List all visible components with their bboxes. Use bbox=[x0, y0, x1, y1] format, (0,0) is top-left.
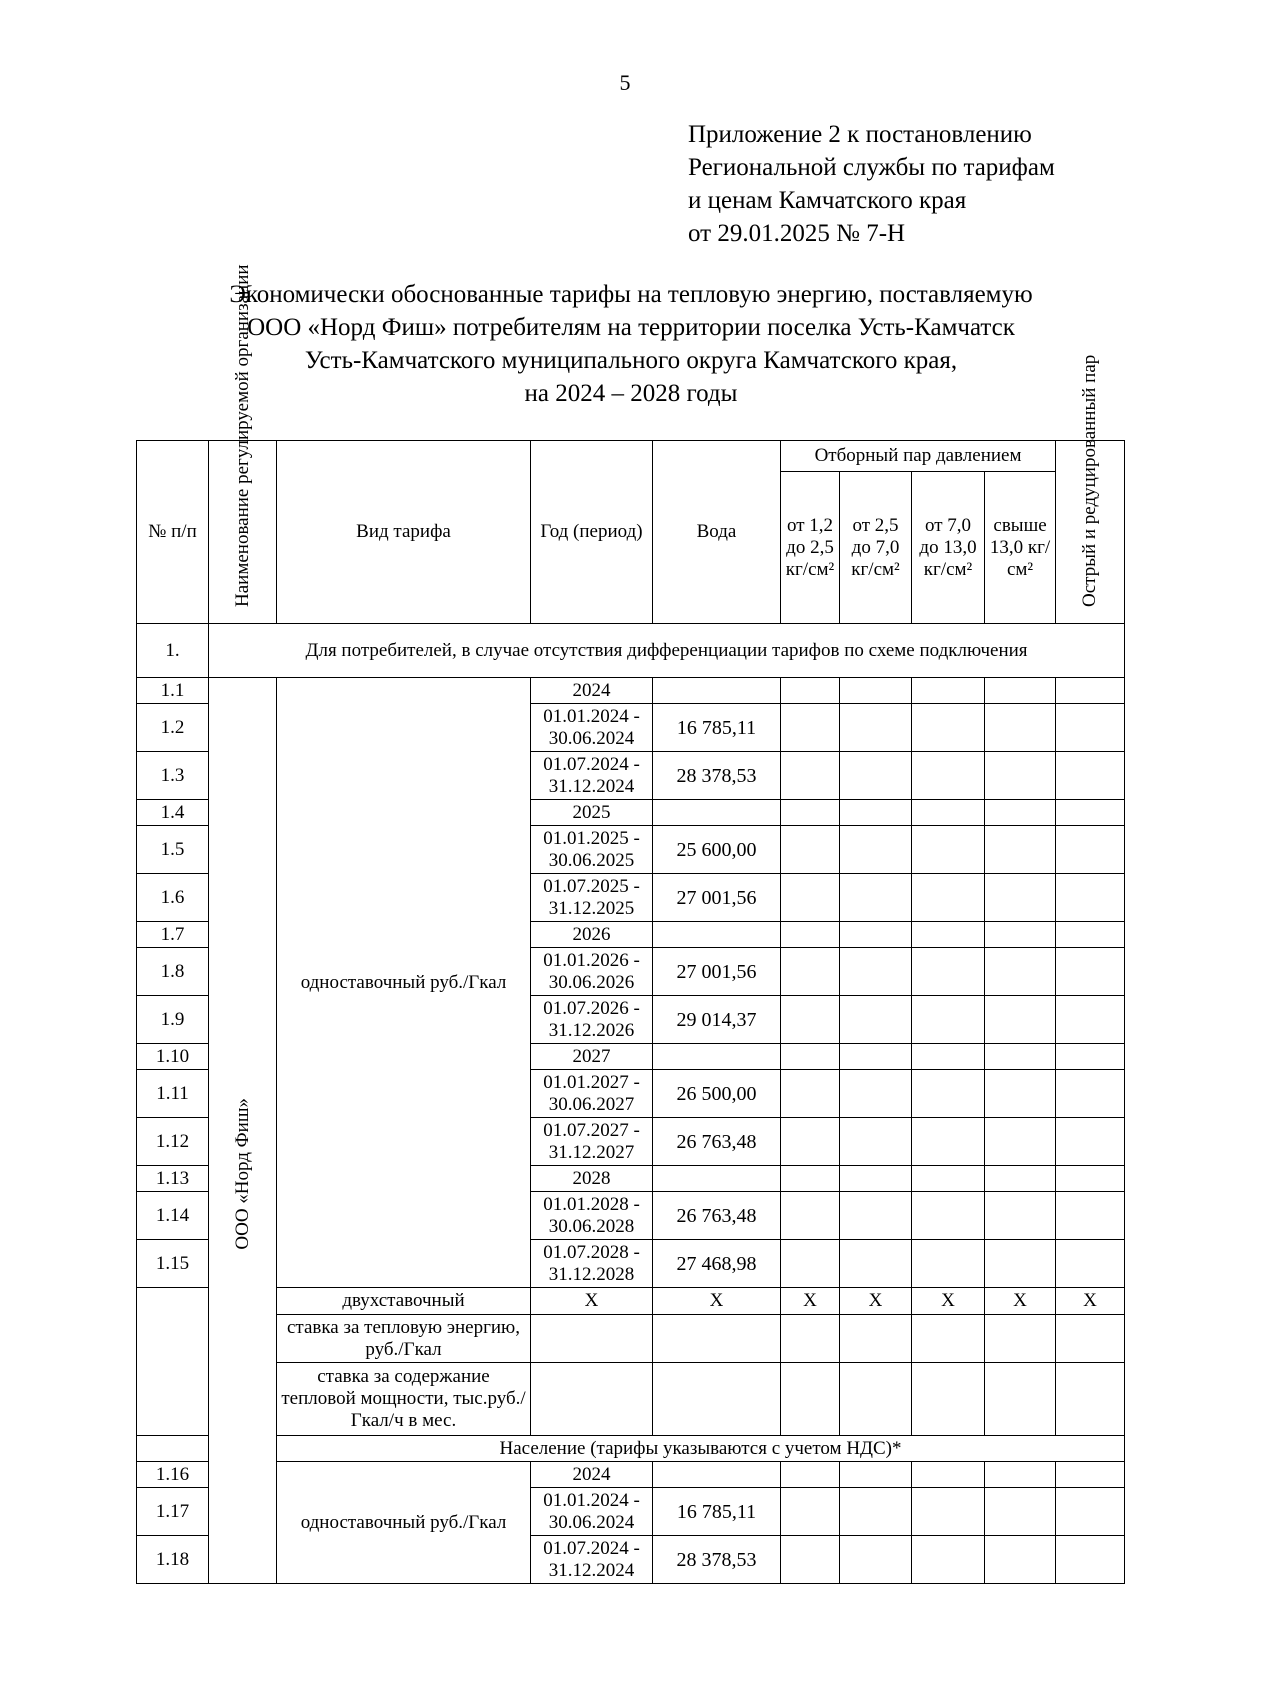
period-cell: 01.07.2025 - 31.12.2025 bbox=[531, 874, 653, 922]
row-num: 1.6 bbox=[137, 874, 209, 922]
empty-cell bbox=[912, 1240, 985, 1288]
empty-cell bbox=[781, 1044, 840, 1070]
empty-cell bbox=[840, 704, 912, 752]
x-mark: X bbox=[653, 1288, 781, 1315]
period-cell: 2027 bbox=[531, 1044, 653, 1070]
org-name-cell bbox=[209, 678, 277, 1584]
period-cell: 01.01.2024 - 30.06.2024 bbox=[531, 1488, 653, 1536]
empty-cell bbox=[912, 678, 985, 704]
empty-cell bbox=[985, 678, 1056, 704]
empty-cell bbox=[1056, 1044, 1125, 1070]
period-cell: 2024 bbox=[531, 678, 653, 704]
period-cell: 2025 bbox=[531, 800, 653, 826]
empty-cell bbox=[781, 1363, 840, 1436]
empty-cell bbox=[985, 800, 1056, 826]
water-value bbox=[653, 678, 781, 704]
water-value bbox=[653, 922, 781, 948]
empty-cell bbox=[985, 922, 1056, 948]
row-num: 1.17 bbox=[137, 1488, 209, 1536]
water-value: 26 763,48 bbox=[653, 1192, 781, 1240]
appendix-line: Приложение 2 к постановлению bbox=[688, 121, 1032, 148]
row-num: 1.4 bbox=[137, 800, 209, 826]
empty-cell bbox=[840, 1166, 912, 1192]
period-cell: 01.07.2028 - 31.12.2028 bbox=[531, 1240, 653, 1288]
section-num: 1. bbox=[137, 624, 209, 678]
row-num: 1.15 bbox=[137, 1240, 209, 1288]
empty-cell bbox=[781, 1192, 840, 1240]
empty-cell bbox=[1056, 922, 1125, 948]
period-cell: 01.07.2026 - 31.12.2026 bbox=[531, 996, 653, 1044]
section-title: Для потребителей, в случае отсутствия дифференциации тарифов по схеме подключения bbox=[209, 624, 1125, 678]
period-cell: 2024 bbox=[531, 1462, 653, 1488]
empty-cell bbox=[653, 1315, 781, 1363]
empty-cell bbox=[781, 1166, 840, 1192]
empty-cell bbox=[912, 1488, 985, 1536]
header-sharp-steam: Острый и редуцированный пар bbox=[1056, 441, 1125, 624]
empty-cell bbox=[781, 1118, 840, 1166]
title-line: Усть-Камчатского муниципального округа Камчатского края, bbox=[304, 347, 958, 374]
empty-cell bbox=[912, 752, 985, 800]
empty-cell bbox=[840, 1070, 912, 1118]
row-num: 1.11 bbox=[137, 1070, 209, 1118]
empty-cell bbox=[781, 996, 840, 1044]
table-row bbox=[137, 1288, 1125, 1315]
empty-cell bbox=[653, 1363, 781, 1436]
row-num: 1.1 bbox=[137, 678, 209, 704]
header-row bbox=[137, 441, 1125, 472]
period-cell: 2028 bbox=[531, 1166, 653, 1192]
empty-cell bbox=[781, 826, 840, 874]
empty-cell bbox=[840, 1488, 912, 1536]
empty-cell bbox=[781, 1070, 840, 1118]
row-num: 1.16 bbox=[137, 1462, 209, 1488]
row-num bbox=[137, 1436, 209, 1462]
table-row bbox=[137, 1363, 1125, 1436]
empty-cell bbox=[1056, 1070, 1125, 1118]
empty-cell bbox=[840, 1363, 912, 1436]
empty-cell bbox=[840, 948, 912, 996]
empty-cell bbox=[912, 1044, 985, 1070]
header-pressure-4: свыше 13,0 кг/см² bbox=[985, 472, 1056, 624]
x-mark: X bbox=[781, 1288, 840, 1315]
period-cell: 01.01.2025 - 30.06.2025 bbox=[531, 826, 653, 874]
table-row bbox=[137, 1462, 1125, 1488]
empty-cell bbox=[912, 874, 985, 922]
water-value: 16 785,11 bbox=[653, 704, 781, 752]
water-value bbox=[653, 1044, 781, 1070]
empty-cell bbox=[1056, 1488, 1125, 1536]
empty-cell bbox=[531, 1315, 653, 1363]
section-row bbox=[137, 624, 1125, 678]
empty-cell bbox=[840, 826, 912, 874]
empty-cell bbox=[840, 922, 912, 948]
row-num: 1.7 bbox=[137, 922, 209, 948]
water-value: 26 763,48 bbox=[653, 1118, 781, 1166]
row-num: 1.8 bbox=[137, 948, 209, 996]
empty-cell bbox=[912, 1536, 985, 1584]
row-num: 1.14 bbox=[137, 1192, 209, 1240]
empty-cell bbox=[840, 1462, 912, 1488]
empty-cell bbox=[840, 1118, 912, 1166]
row-num: 1.5 bbox=[137, 826, 209, 874]
empty-cell bbox=[531, 1363, 653, 1436]
row-num: 1.9 bbox=[137, 996, 209, 1044]
period-cell: 01.07.2024 - 31.12.2024 bbox=[531, 752, 653, 800]
empty-cell bbox=[1056, 1363, 1125, 1436]
empty-cell bbox=[912, 922, 985, 948]
tariff-type-one-rate: одноставочный руб./Гкал bbox=[277, 678, 531, 1288]
empty-cell bbox=[985, 1044, 1056, 1070]
empty-cell bbox=[781, 1240, 840, 1288]
header-pressure-3: от 7,0 до 13,0 кг/см² bbox=[912, 472, 985, 624]
empty-cell bbox=[1056, 874, 1125, 922]
water-value: 27 001,56 bbox=[653, 948, 781, 996]
empty-cell bbox=[781, 704, 840, 752]
empty-cell bbox=[985, 1488, 1056, 1536]
title-line: Экономически обоснованные тарифы на тепловую энергию, поставляемую bbox=[229, 281, 1033, 308]
empty-cell bbox=[781, 1536, 840, 1584]
table-row bbox=[137, 678, 1125, 704]
empty-cell bbox=[1056, 752, 1125, 800]
empty-cell bbox=[985, 826, 1056, 874]
header-water: Вода bbox=[653, 441, 781, 624]
water-value: 28 378,53 bbox=[653, 1536, 781, 1584]
row-num: 1.10 bbox=[137, 1044, 209, 1070]
empty-cell bbox=[912, 826, 985, 874]
empty-cell bbox=[840, 1044, 912, 1070]
empty-cell bbox=[1056, 1166, 1125, 1192]
appendix-reference bbox=[688, 118, 1055, 250]
empty-cell bbox=[1056, 1192, 1125, 1240]
row-num: 1.13 bbox=[137, 1166, 209, 1192]
empty-cell bbox=[912, 1192, 985, 1240]
empty-cell bbox=[840, 1192, 912, 1240]
empty-cell bbox=[1056, 1315, 1125, 1363]
period-cell: 2026 bbox=[531, 922, 653, 948]
header-pressure-2: от 2,5 до 7,0 кг/см² bbox=[840, 472, 912, 624]
water-value bbox=[653, 800, 781, 826]
capacity-rate-label: ставка за содержание тепловой мощности, тыс.руб./Гкал/ч в мес. bbox=[277, 1363, 531, 1436]
empty-cell bbox=[781, 948, 840, 996]
empty-cell bbox=[781, 1488, 840, 1536]
empty-cell bbox=[912, 800, 985, 826]
empty-cell bbox=[1056, 678, 1125, 704]
empty-cell bbox=[1056, 1240, 1125, 1288]
empty-cell bbox=[985, 704, 1056, 752]
page-number: 5 bbox=[619, 70, 631, 95]
water-value: 16 785,11 bbox=[653, 1488, 781, 1536]
row-num: 1.12 bbox=[137, 1118, 209, 1166]
empty-cell bbox=[1056, 800, 1125, 826]
document-title bbox=[0, 278, 1262, 410]
empty-cell bbox=[985, 1462, 1056, 1488]
x-mark: X bbox=[985, 1288, 1056, 1315]
empty-cell bbox=[781, 1315, 840, 1363]
empty-cell bbox=[985, 1536, 1056, 1584]
period-cell: 01.07.2024 - 31.12.2024 bbox=[531, 1536, 653, 1584]
header-tariff-type: Вид тарифа bbox=[277, 441, 531, 624]
empty-cell bbox=[985, 948, 1056, 996]
empty-cell bbox=[985, 1070, 1056, 1118]
empty-cell bbox=[781, 1462, 840, 1488]
x-mark: X bbox=[840, 1288, 912, 1315]
empty-cell bbox=[985, 996, 1056, 1044]
row-num: 1.3 bbox=[137, 752, 209, 800]
empty-cell bbox=[985, 874, 1056, 922]
empty-cell bbox=[1056, 1462, 1125, 1488]
population-section-title: Население (тарифы указываются с учетом НДС)* bbox=[277, 1436, 1125, 1462]
empty-cell bbox=[1056, 826, 1125, 874]
empty-cell bbox=[1056, 1118, 1125, 1166]
appendix-line: и ценам Камчатского края bbox=[688, 187, 967, 214]
empty-cell bbox=[840, 1240, 912, 1288]
empty-cell bbox=[1056, 996, 1125, 1044]
empty-cell bbox=[781, 678, 840, 704]
appendix-line: от 29.01.2025 № 7-Н bbox=[688, 220, 906, 247]
water-value: 27 468,98 bbox=[653, 1240, 781, 1288]
section-row bbox=[137, 1436, 1125, 1462]
row-num: 1.2 bbox=[137, 704, 209, 752]
org-name: ООО «Норд Фиш» bbox=[231, 1098, 253, 1250]
empty-cell bbox=[912, 704, 985, 752]
water-value: 25 600,00 bbox=[653, 826, 781, 874]
header-pressure-1: от 1,2 до 2,5 кг/см² bbox=[781, 472, 840, 624]
empty-cell bbox=[781, 752, 840, 800]
empty-cell bbox=[912, 1166, 985, 1192]
period-cell: 01.07.2027 - 31.12.2027 bbox=[531, 1118, 653, 1166]
heat-energy-rate-label: ставка за тепловую энергию, руб./Гкал bbox=[277, 1315, 531, 1363]
appendix-line: Региональной службы по тарифам bbox=[688, 154, 1055, 181]
empty-cell bbox=[912, 1070, 985, 1118]
water-value bbox=[653, 1462, 781, 1488]
water-value: 28 378,53 bbox=[653, 752, 781, 800]
empty-cell bbox=[840, 1536, 912, 1584]
period-cell: 01.01.2026 - 30.06.2026 bbox=[531, 948, 653, 996]
empty-cell bbox=[840, 1315, 912, 1363]
empty-cell bbox=[840, 800, 912, 826]
period-cell: 01.01.2027 - 30.06.2027 bbox=[531, 1070, 653, 1118]
empty-cell bbox=[985, 1315, 1056, 1363]
empty-cell bbox=[985, 1363, 1056, 1436]
header-year: Год (период) bbox=[531, 441, 653, 624]
empty-cell bbox=[1056, 1536, 1125, 1584]
row-num: 1.18 bbox=[137, 1536, 209, 1584]
empty-cell bbox=[912, 1118, 985, 1166]
header-num: № п/п bbox=[137, 441, 209, 624]
x-mark: X bbox=[912, 1288, 985, 1315]
tariff-type-one-rate: одноставочный руб./Гкал bbox=[277, 1462, 531, 1584]
empty-cell bbox=[912, 948, 985, 996]
empty-cell bbox=[840, 996, 912, 1044]
empty-cell bbox=[912, 1462, 985, 1488]
period-cell: 01.01.2024 - 30.06.2024 bbox=[531, 704, 653, 752]
header-org: Наименование регулируемой организации bbox=[209, 441, 277, 624]
empty-cell bbox=[912, 1363, 985, 1436]
title-line: ООО «Норд Фиш» потребителям на территории поселка Усть-Камчатск bbox=[247, 314, 1015, 341]
empty-cell bbox=[912, 996, 985, 1044]
empty-cell bbox=[781, 800, 840, 826]
empty-cell bbox=[985, 1240, 1056, 1288]
water-value: 26 500,00 bbox=[653, 1070, 781, 1118]
x-mark: X bbox=[531, 1288, 653, 1315]
x-mark: X bbox=[1056, 1288, 1125, 1315]
water-value bbox=[653, 1166, 781, 1192]
empty-cell bbox=[985, 1166, 1056, 1192]
empty-cell bbox=[840, 874, 912, 922]
period-cell: 01.01.2028 - 30.06.2028 bbox=[531, 1192, 653, 1240]
empty-cell bbox=[985, 1192, 1056, 1240]
empty-cell bbox=[985, 1118, 1056, 1166]
empty-cell bbox=[781, 874, 840, 922]
table-row bbox=[137, 1315, 1125, 1363]
empty-cell bbox=[1056, 948, 1125, 996]
empty-cell bbox=[985, 752, 1056, 800]
empty-cell bbox=[1056, 704, 1125, 752]
tariff-type-two-rate: двухставочный bbox=[277, 1288, 531, 1315]
row-num bbox=[137, 1288, 209, 1436]
water-value: 29 014,37 bbox=[653, 996, 781, 1044]
empty-cell bbox=[781, 922, 840, 948]
empty-cell bbox=[840, 678, 912, 704]
header-steam-group: Отборный пар давлением bbox=[781, 441, 1056, 472]
empty-cell bbox=[840, 752, 912, 800]
empty-cell bbox=[912, 1315, 985, 1363]
water-value: 27 001,56 bbox=[653, 874, 781, 922]
title-line: на 2024 – 2028 годы bbox=[524, 380, 738, 407]
